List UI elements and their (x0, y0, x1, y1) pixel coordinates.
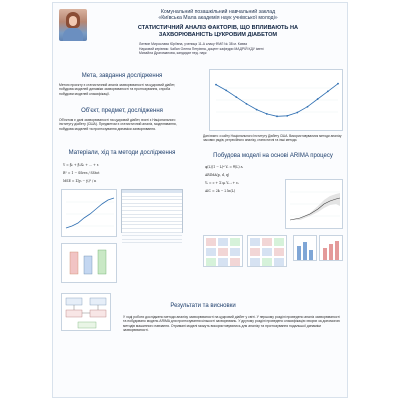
school-line-2: «Київська Мала академія наук учнівської молоді» (158, 15, 278, 22)
data-point (286, 115, 288, 117)
data-point (215, 84, 217, 86)
formula-3: MSE = Σ(yᵢ − ŷᵢ)² / n (63, 179, 97, 183)
data-point (266, 113, 268, 115)
poster-title (93, 25, 343, 39)
title-line-1: СТАТИСТИЧНИЙ АНАЛІЗ ФАКТОРІВ, ЩО ВПЛИВАЮТЬ НА (137, 25, 299, 31)
left-chart-svg (62, 190, 118, 238)
bar-chart-small-2-svg (320, 236, 344, 262)
pairplot-1-svg (204, 236, 244, 268)
arima-formula-3: Yₜ = c + Σ φᵢ Yₜ₋ᵢ + εₜ (205, 181, 239, 185)
data-point (235, 96, 237, 98)
goal-heading: Мета, завдання дослідження (81, 73, 163, 79)
left-scatter-svg (62, 244, 118, 284)
author-line-2: Науковий керівник: Чабан Олена Петрівна, доцент кафедри МАДРІЙ КДУ імені (139, 46, 264, 51)
object-text: Об'єктом є дані захворюваності на цукровий діабет, взяті з Національного інституту діабету (США). Предметом є статистичний аналіз, моделювання, побудова моделей та прогнозування динаміки захворювання. (59, 118, 177, 131)
chart-grid (216, 88, 338, 112)
author-line-1: Литвин Мирослава Юріївна, учениця 11-А класу ФМЛ № 38 м. Києва (139, 42, 248, 46)
arima-chart-svg (286, 180, 344, 230)
authors-block (139, 42, 344, 56)
author-line-3: Михайла Драгоманова, кандидат пед. наук (139, 51, 207, 56)
left-chart (61, 189, 117, 237)
arima-formula-1: φ(L)(1 − L)ᵈ Yₜ = θ(L) εₜ (205, 165, 244, 169)
pairplot-2 (247, 235, 287, 267)
bar-chart-small-1 (293, 235, 317, 261)
object-heading: Об'єкт, предмет, дослідження (81, 108, 163, 114)
results-heading: Результати та висновки (170, 303, 236, 309)
data-point (317, 98, 319, 100)
data-point (246, 103, 248, 105)
arima-formula-4: AIC = 2k − 2 ln(L) (205, 189, 236, 193)
author-photo (59, 9, 87, 41)
main-chart (209, 69, 343, 131)
title-line-2: ЗАХВОРЮВАНІСТЬ ЦУКРОВИМ ДІАБЕТОМ (158, 31, 278, 38)
main-chart-svg (210, 70, 344, 132)
data-point (276, 115, 278, 117)
data-point (256, 109, 258, 111)
left-scatter (61, 243, 117, 283)
goal-text: Метою проєкту є статистичний аналіз захворюваності на цукровий діабет, побудова моделей динаміки захворюваності та прогнозування, спроба побудови моделей класифікації. (59, 83, 176, 96)
formula-1: Y = β₀ + β₁X₁ + … + ε (63, 163, 99, 167)
data-point (225, 90, 227, 92)
flow-diagram-svg (62, 294, 112, 332)
formula-2: R² = 1 − SSres / SStot (63, 171, 100, 175)
data-note: Дані взято з сайту Національного Інституту Діабету США. Використовувалися методи аналізу часових рядів, регресійного аналізу, статистичні та інші методи. (203, 134, 342, 143)
data-point (296, 112, 298, 114)
data-point (307, 106, 309, 108)
arima-heading: Побудова моделі на основі ARIMA процесу (213, 153, 333, 159)
arima-formula-2: ARIMA(p, d, q) (205, 173, 230, 177)
pairplot-1 (203, 235, 243, 267)
data-table (121, 189, 183, 233)
results-text: У ході роботи досліджено методи аналізу захворюваності на цукровий діабет у світі. У першому розділі проведено аналіз захворюваності та побудовано модель ARIMA для прогнозування кількості захворювань. У другому розділі проведено класифікацію хворих за допомогою методів машинного навчання. Отримані моделі можуть використовуватись для аналізу та прогнозування подальшої динаміки захворюваності. (123, 315, 340, 333)
poster (52, 2, 348, 398)
pairplot-2-svg (248, 236, 288, 268)
data-point (327, 90, 329, 92)
school-name (93, 9, 343, 22)
bar-chart-small-1-svg (294, 236, 318, 262)
school-line-1: Комунальний позашкільний навчальний заклад (160, 9, 276, 15)
flow-diagram (61, 293, 111, 331)
data-point (337, 83, 339, 85)
arima-chart (285, 179, 343, 229)
methods-heading: Матеріали, хід та методи дослідження (68, 150, 176, 156)
bar-chart-small-2 (319, 235, 343, 261)
